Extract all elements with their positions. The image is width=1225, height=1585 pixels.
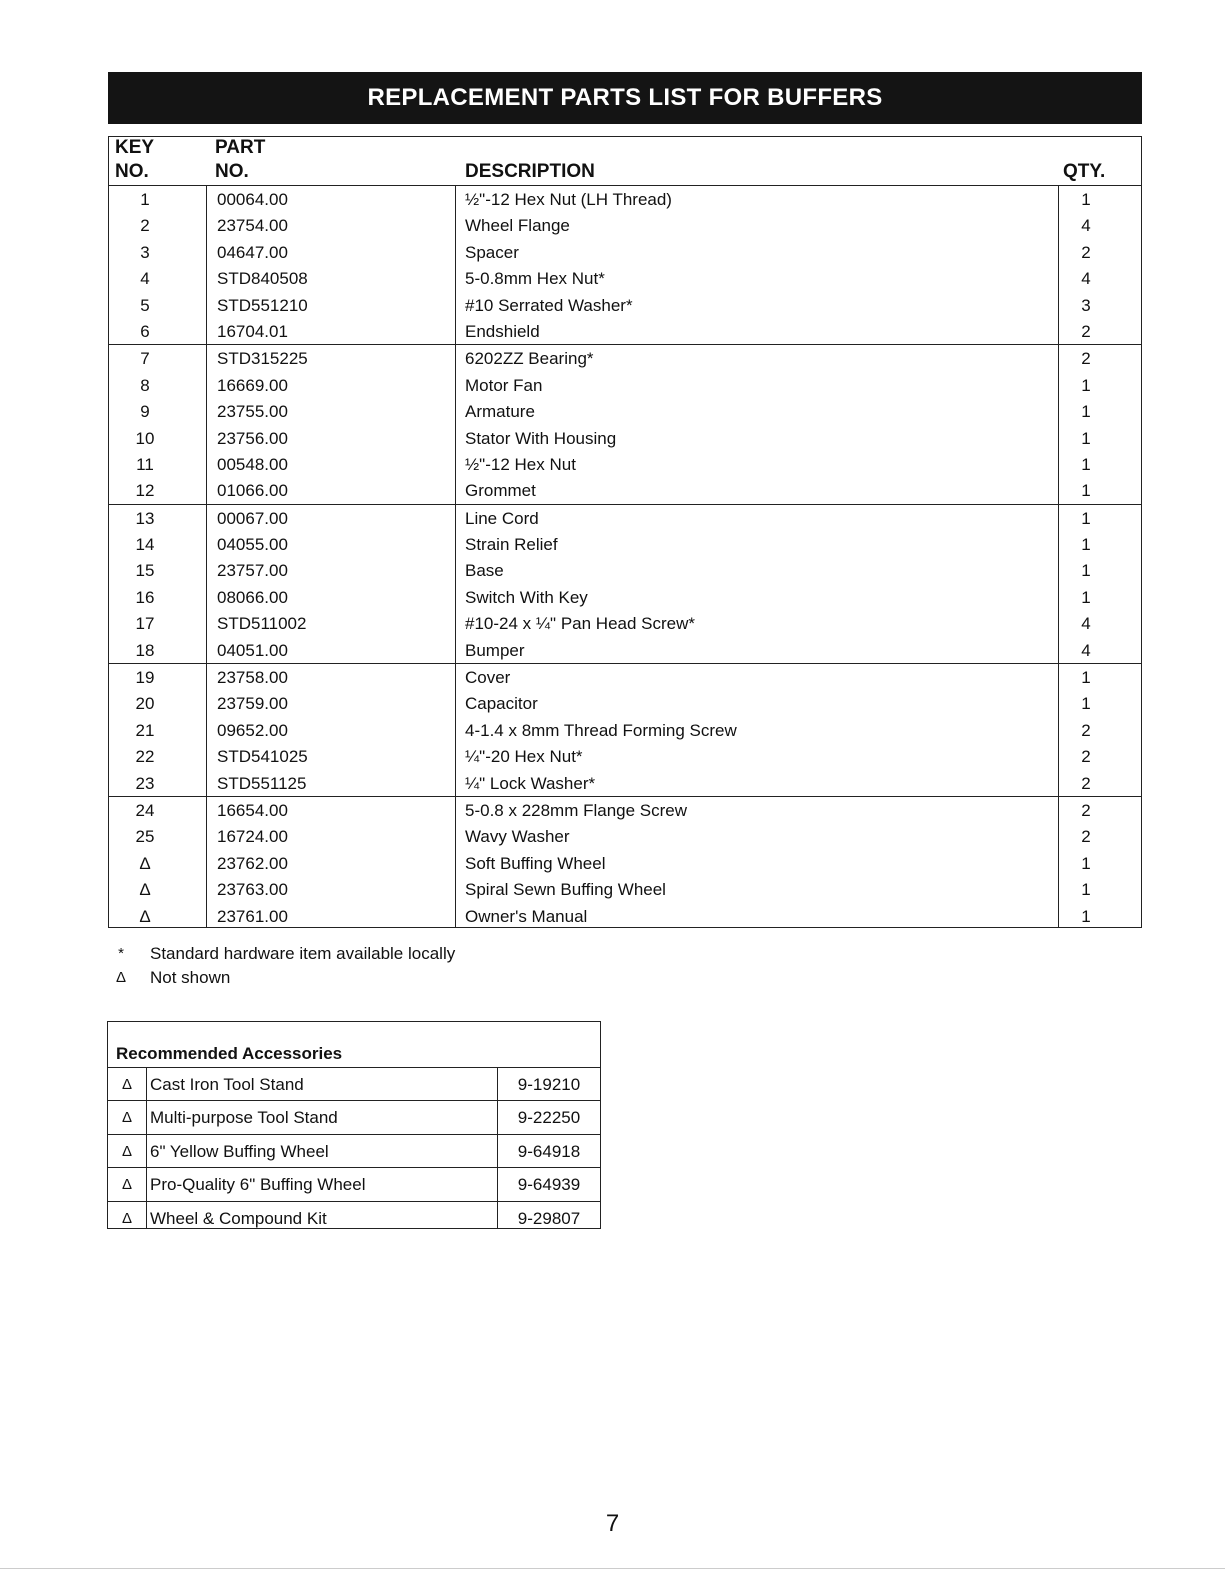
accessory-name: 6" Yellow Buffing Wheel <box>150 1141 329 1161</box>
table-row <box>109 584 1141 610</box>
table-row <box>109 663 1141 690</box>
accessory-number: 9-19210 <box>517 1075 581 1094</box>
accessory-name: Pro-Quality 6" Buffing Wheel <box>150 1175 366 1195</box>
description: 6202ZZ Bearing* <box>465 349 594 369</box>
key-no: 11 <box>136 454 154 474</box>
key-no: 21 <box>135 720 155 740</box>
header-qty: QTY. <box>1063 161 1106 182</box>
part-no: STD541025 <box>217 747 308 767</box>
asterisk-symbol: * <box>118 945 124 962</box>
description: Capacitor <box>465 694 538 714</box>
table-row <box>109 344 1141 371</box>
description: #10 Serrated Washer* <box>465 295 633 315</box>
table-row <box>109 372 1141 398</box>
part-no: STD840508 <box>217 269 308 289</box>
part-no: 04051.00 <box>217 640 288 660</box>
header-key-line1: KEY <box>115 137 155 158</box>
header-part-line1: PART <box>215 137 266 158</box>
description: Wheel Flange <box>465 216 570 236</box>
part-no: 16724.00 <box>217 827 288 847</box>
description: Spacer <box>465 242 519 262</box>
accessory-number: 9-22250 <box>517 1108 581 1128</box>
part-no: STD551125 <box>217 773 307 793</box>
delta-symbol: Δ <box>121 1076 133 1093</box>
qty: 1 <box>1081 508 1091 528</box>
qty: 1 <box>1081 587 1091 607</box>
description: 4-1.4 x 8mm Thread Forming Screw <box>465 720 737 740</box>
part-no: STD315225 <box>217 349 308 369</box>
key-no: 5 <box>140 295 150 315</box>
key-no: 23 <box>135 773 155 793</box>
qty: 2 <box>1081 827 1091 847</box>
qty: 1 <box>1081 454 1091 474</box>
key-no: 6 <box>140 321 150 341</box>
table-row <box>109 903 1141 929</box>
key-no: 2 <box>140 216 150 236</box>
qty: 4 <box>1081 640 1091 660</box>
part-no: 23759.00 <box>217 694 288 714</box>
description: Cover <box>465 668 511 688</box>
header-description: DESCRIPTION <box>465 161 595 182</box>
description: Stator With Housing <box>465 428 617 448</box>
description: Line Cord <box>465 508 539 528</box>
qty: 1 <box>1081 853 1091 873</box>
key-no: 15 <box>135 561 155 581</box>
key-no: 9 <box>140 402 150 422</box>
table-row <box>109 557 1141 583</box>
accessory-number: 9-64918 <box>517 1141 581 1161</box>
key-no: 24 <box>135 800 155 820</box>
part-no: 16704.01 <box>217 321 288 341</box>
description: Grommet <box>465 481 536 501</box>
description: Motor Fan <box>465 375 543 395</box>
table-row <box>109 531 1141 557</box>
key-no: 7 <box>140 349 150 369</box>
qty: 2 <box>1081 349 1091 369</box>
table-row <box>109 876 1141 902</box>
key-no: 19 <box>135 668 155 688</box>
part-no: 16654.00 <box>217 800 288 820</box>
key-no: Δ <box>139 853 151 873</box>
delta-symbol: Δ <box>121 1209 133 1227</box>
table-row <box>109 239 1141 265</box>
part-no: 23755.00 <box>217 402 288 422</box>
accessories-table <box>107 1021 601 1229</box>
description: Switch With Key <box>465 587 588 607</box>
part-no: 00064.00 <box>217 190 288 209</box>
table-row <box>109 292 1141 318</box>
qty: 1 <box>1081 535 1091 555</box>
qty: 2 <box>1081 242 1091 262</box>
table-row <box>109 398 1141 424</box>
footnote-text: Not shown <box>150 968 231 987</box>
key-no: 16 <box>135 587 155 607</box>
table-row <box>109 186 1141 212</box>
table-row <box>109 690 1141 716</box>
part-no: 23762.00 <box>217 853 288 873</box>
delta-symbol: Δ <box>115 969 127 986</box>
table-row <box>109 265 1141 291</box>
table-row <box>109 610 1141 636</box>
delta-symbol: Δ <box>121 1142 133 1160</box>
key-no: 10 <box>135 428 155 448</box>
key-no: Δ <box>139 880 151 900</box>
table-row <box>109 850 1141 876</box>
part-no: 23754.00 <box>217 216 288 236</box>
qty: 1 <box>1081 694 1091 714</box>
qty: 4 <box>1081 216 1091 236</box>
qty: 4 <box>1081 614 1091 634</box>
description: Strain Relief <box>465 535 558 555</box>
key-no: 20 <box>135 694 155 714</box>
table-row <box>109 425 1141 451</box>
qty: 1 <box>1081 190 1091 209</box>
qty: 1 <box>1081 561 1091 581</box>
footnote-text: Standard hardware item available locally <box>150 944 456 963</box>
table-row <box>109 743 1141 769</box>
key-no: 17 <box>135 614 155 634</box>
qty: 1 <box>1081 428 1091 448</box>
page-number: 7 <box>605 1510 620 1537</box>
description: Soft Buffing Wheel <box>465 853 606 873</box>
description: Bumper <box>465 640 525 660</box>
page-title: REPLACEMENT PARTS LIST FOR BUFFERS <box>108 72 1142 124</box>
qty: 2 <box>1081 747 1091 767</box>
description: Wavy Washer <box>465 827 570 847</box>
qty: 4 <box>1081 269 1091 289</box>
parts-rows <box>109 186 1141 929</box>
part-no: 16669.00 <box>217 375 288 395</box>
accessories-rows <box>108 1067 600 1234</box>
part-no: STD511002 <box>217 614 307 634</box>
description: 5-0.8mm Hex Nut* <box>465 269 605 289</box>
key-no: Δ <box>139 906 151 926</box>
key-no: 13 <box>135 508 155 528</box>
part-no: 23758.00 <box>217 668 288 688</box>
table-row <box>109 823 1141 849</box>
description: Spiral Sewn Buffing Wheel <box>465 880 666 900</box>
qty: 2 <box>1081 720 1091 740</box>
key-no: 12 <box>135 481 155 501</box>
accessory-row <box>108 1067 600 1100</box>
part-no: STD551210 <box>217 295 308 315</box>
accessory-name: Cast Iron Tool Stand <box>150 1075 304 1094</box>
key-no: 8 <box>140 375 150 395</box>
description: Armature <box>465 402 535 422</box>
description: ¼"-20 Hex Nut* <box>465 747 583 767</box>
qty: 1 <box>1081 906 1091 926</box>
accessory-name: Wheel & Compound Kit <box>150 1208 327 1228</box>
accessory-row <box>108 1167 600 1200</box>
qty: 2 <box>1081 800 1091 820</box>
qty: 1 <box>1081 481 1091 501</box>
bottom-rule <box>0 1568 1225 1569</box>
qty: 1 <box>1081 375 1091 395</box>
key-no: 1 <box>140 190 150 209</box>
part-no: 23763.00 <box>217 880 288 900</box>
accessory-row <box>108 1100 600 1133</box>
table-row <box>109 770 1141 796</box>
parts-table <box>108 136 1142 928</box>
part-no: 23756.00 <box>217 428 288 448</box>
key-no: 22 <box>135 747 155 767</box>
table-row <box>109 637 1141 663</box>
part-no: 00067.00 <box>217 508 288 528</box>
key-no: 18 <box>135 640 155 660</box>
key-no: 25 <box>135 827 155 847</box>
accessory-number: 9-64939 <box>517 1175 581 1195</box>
qty: 1 <box>1081 402 1091 422</box>
table-row <box>109 504 1141 531</box>
key-no: 3 <box>140 242 150 262</box>
description: Endshield <box>465 321 540 341</box>
qty: 1 <box>1081 880 1091 900</box>
accessory-name: Multi-purpose Tool Stand <box>150 1108 338 1128</box>
accessory-number: 9-29807 <box>517 1208 581 1228</box>
description: Owner's Manual <box>465 906 588 926</box>
accessory-row <box>108 1134 600 1167</box>
table-row <box>109 717 1141 743</box>
description: ½"-12 Hex Nut <box>465 454 576 474</box>
accessories-title: Recommended Accessories <box>116 1044 343 1063</box>
key-no: 4 <box>140 269 150 289</box>
part-no: 08066.00 <box>217 587 288 607</box>
part-no: 04647.00 <box>217 242 288 262</box>
description: ½"-12 Hex Nut (LH Thread) <box>465 190 672 209</box>
table-row <box>109 212 1141 238</box>
qty: 2 <box>1081 773 1091 793</box>
qty: 1 <box>1081 668 1091 688</box>
table-row <box>109 796 1141 823</box>
table-row <box>109 451 1141 477</box>
delta-symbol: Δ <box>121 1176 133 1194</box>
part-no: 09652.00 <box>217 720 288 740</box>
header-part-line2: NO. <box>215 161 249 182</box>
table-row <box>109 477 1141 503</box>
description: #10-24 x ¼" Pan Head Screw* <box>465 614 695 634</box>
header-key-line2: NO. <box>115 161 149 182</box>
key-no: 14 <box>135 535 155 555</box>
description: ¼" Lock Washer* <box>465 773 596 793</box>
part-no: 00548.00 <box>217 454 288 474</box>
description: Base <box>465 561 504 581</box>
accessory-row <box>108 1201 600 1234</box>
part-no: 04055.00 <box>217 535 288 555</box>
qty: 2 <box>1081 321 1091 341</box>
delta-symbol: Δ <box>121 1109 133 1127</box>
part-no: 23761.00 <box>217 906 288 926</box>
part-no: 23757.00 <box>217 561 288 581</box>
qty: 3 <box>1081 295 1091 315</box>
description: 5-0.8 x 228mm Flange Screw <box>465 800 688 820</box>
part-no: 01066.00 <box>217 481 288 501</box>
table-row <box>109 318 1141 344</box>
